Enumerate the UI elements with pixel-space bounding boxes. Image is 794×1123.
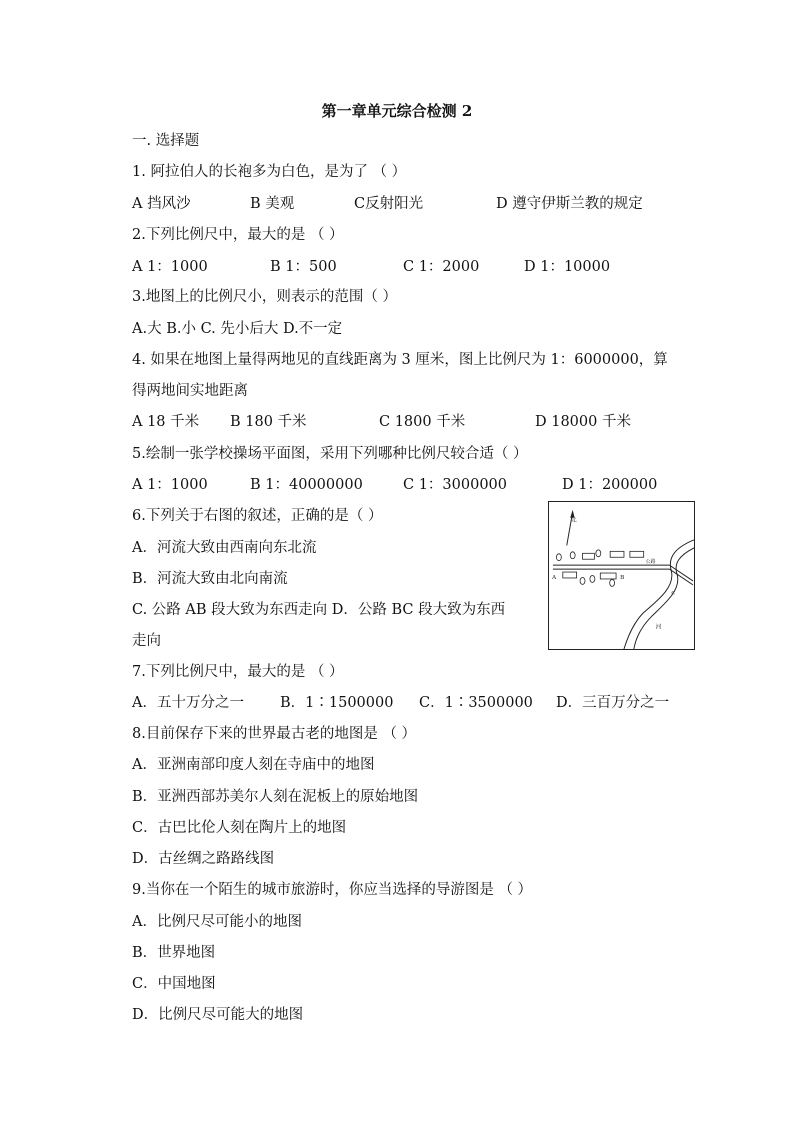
tree-icon — [570, 552, 575, 559]
question-4-stem-line2: 得两地间实地距离 — [132, 383, 248, 399]
q4-option-b: B 180 千米 — [230, 414, 307, 430]
tree-icon — [556, 554, 561, 561]
q6-option-a: A．河流大致由西南向东北流 — [132, 540, 317, 556]
road-east-upper — [669, 565, 693, 581]
building — [630, 551, 644, 557]
q7-option-a: A．五十万分之一 — [132, 695, 244, 711]
road-east-lower — [669, 569, 693, 585]
q6-option-cd-line2: 走向 — [132, 633, 161, 649]
river-bank-west — [624, 539, 694, 648]
q2-option-a: A 1：1000 — [132, 259, 208, 275]
question-9-stem: 9.当你在一个陌生的城市旅游时，你应当选择的导游图是 （ ） — [132, 882, 533, 898]
river-label: 河 — [655, 624, 662, 631]
q2-option-b: B 1：500 — [270, 259, 337, 275]
q1-option-c: C反射阳光 — [354, 196, 424, 212]
tree-icon — [610, 579, 615, 586]
q5-option-d: D 1：200000 — [562, 477, 658, 493]
q7-option-b: B．1∶1500000 — [280, 695, 394, 711]
map-drawing — [549, 502, 694, 649]
tree-icon — [596, 550, 601, 557]
river-bank-east — [634, 547, 694, 649]
q6-map-figure — [548, 501, 695, 650]
q7-option-d: D．三百万分之一 — [556, 695, 670, 711]
road-label: 公路 — [645, 559, 656, 566]
q5-option-a: A 1：1000 — [132, 477, 208, 493]
page-title: 第一章单元综合检测 2 — [321, 102, 473, 120]
q1-option-b: B 美观 — [250, 196, 295, 212]
north-label: 北 — [570, 517, 577, 524]
question-3-options: A.大 B.小 C. 先小后大 D.不一定 — [132, 321, 343, 337]
q9-option-a: A．比例尺尽可能小的地图 — [132, 914, 302, 930]
building — [610, 551, 624, 557]
point-b-label: B — [620, 574, 625, 581]
question-5-stem: 5.绘制一张学校操场平面图，采用下列哪种比例尺较合适（ ） — [132, 446, 528, 462]
north-arrow-head — [570, 510, 574, 518]
section-heading: 一. 选择题 — [132, 133, 200, 149]
building — [600, 573, 616, 579]
point-a-label: A — [551, 574, 557, 581]
point-c-label: C — [671, 590, 676, 597]
question-6-stem: 6.下列关于右图的叙述，正确的是（ ） — [132, 508, 383, 524]
q7-option-c: C．1∶3500000 — [419, 695, 533, 711]
question-2-stem: 2.下列比例尺中，最大的是 （ ） — [132, 227, 344, 243]
q1-option-d: D 遵守伊斯兰教的规定 — [496, 196, 643, 212]
q1-option-a: A 挡风沙 — [132, 196, 191, 212]
q5-option-b: B 1：40000000 — [250, 477, 363, 493]
trees — [556, 550, 614, 586]
q4-option-c: C 1800 千米 — [379, 414, 466, 430]
question-4-stem-line1: 4. 如果在地图上量得两地见的直线距离为 3 厘米，图上比例尺为 1：6000000，算 — [132, 352, 668, 368]
q8-option-b: B．亚洲西部苏美尔人刻在泥板上的原始地图 — [132, 789, 419, 805]
q2-option-c: C 1：2000 — [403, 259, 480, 275]
q2-option-d: D 1：10000 — [524, 259, 611, 275]
q5-option-c: C 1：3000000 — [403, 477, 508, 493]
tree-icon — [590, 576, 595, 583]
q6-option-cd-line1: C. 公路 AB 段大致为东西走向 D．公路 BC 段大致为东西 — [132, 602, 506, 618]
question-1-stem: 1. 阿拉伯人的长袍多为白色，是为了 （ ） — [132, 164, 407, 180]
question-3-stem: 3.地图上的比例尺小，则表示的范围（ ） — [132, 289, 397, 305]
building — [563, 572, 577, 578]
tree-icon — [580, 577, 585, 584]
q4-option-d: D 18000 千米 — [535, 414, 631, 430]
q8-option-d: D．古丝绸之路路线图 — [132, 851, 275, 867]
q6-option-b: B．河流大致由北向南流 — [132, 571, 288, 587]
question-7-stem: 7.下列比例尺中，最大的是 （ ） — [132, 664, 344, 680]
q9-option-d: D．比例尺尽可能大的地图 — [132, 1007, 304, 1023]
q9-option-c: C．中国地图 — [132, 976, 216, 992]
q8-option-c: C．古巴比伦人刻在陶片上的地图 — [132, 820, 347, 836]
q4-option-a: A 18 千米 — [132, 414, 200, 430]
q8-option-a: A．亚洲南部印度人刻在寺庙中的地图 — [132, 757, 375, 773]
question-8-stem: 8.目前保存下来的世界最古老的地图是 （ ） — [132, 726, 417, 742]
q9-option-b: B．世界地图 — [132, 945, 216, 961]
building — [583, 553, 595, 559]
